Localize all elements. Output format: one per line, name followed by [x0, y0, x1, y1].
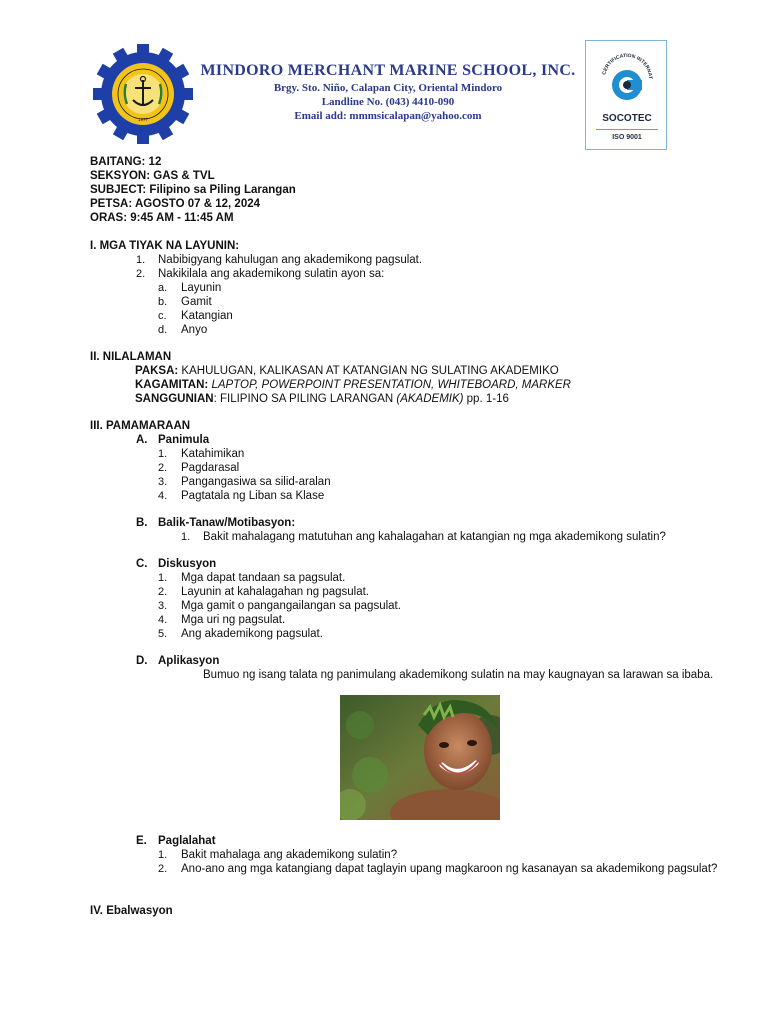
- kagamitan-line: [135, 378, 571, 392]
- school-email: Email add: mmmsicalapan@yahoo.com: [294, 110, 482, 122]
- list-number: 1.: [158, 849, 168, 861]
- paksa-line: [135, 364, 559, 378]
- step-letter: C.: [136, 558, 148, 570]
- list-number: 1.: [158, 572, 168, 584]
- list-item: Pangangasiwa sa silid-aralan: [181, 476, 331, 488]
- section-2-title: II. NILALAMAN: [90, 351, 172, 363]
- list-number: 2.: [158, 586, 168, 598]
- step-e-title: Paglalahat: [158, 835, 216, 847]
- info-seksyon: SEKSYON: GAS & TVL: [90, 170, 215, 182]
- objective-item: Nakikilala ang akademikong sulatin ayon sa:: [158, 268, 385, 280]
- objective-subitem: Layunin: [181, 282, 222, 294]
- sanggunian-line: [135, 392, 509, 406]
- kagamitan-label: KAGAMITAN:: [135, 379, 209, 391]
- section-4-title: IV. Ebalwasyon: [90, 905, 173, 917]
- list-number: 5.: [158, 628, 168, 640]
- list-number: 2.: [158, 462, 168, 474]
- list-number: 3.: [158, 476, 168, 488]
- school-landline: Landline No. (043) 4410-090: [321, 96, 455, 108]
- list-item: Pagtatala ng Liban sa Klase: [181, 490, 325, 502]
- list-item: Layunin at kahalagahan ng pagsulat.: [181, 586, 369, 598]
- svg-text:1977: 1977: [137, 117, 149, 122]
- school-address: Brgy. Sto. Niño, Calapan City, Oriental Mindoro: [273, 82, 503, 94]
- list-letter: c.: [158, 310, 167, 322]
- list-number: 4.: [158, 490, 168, 502]
- list-item: Mga uri ng pagsulat.: [181, 614, 286, 626]
- objective-item: Nabibigyang kahulugan ang akademikong pagsulat.: [158, 254, 423, 266]
- sanggunian-pages: pp. 1-16: [463, 393, 509, 405]
- objective-subitem: Anyo: [181, 324, 208, 336]
- info-oras: ORAS: 9:45 AM - 11:45 AM: [90, 212, 234, 224]
- section-3-title: III. PAMAMARAAN: [90, 420, 191, 432]
- step-d-title: Aplikasyon: [158, 655, 220, 667]
- list-number: 1.: [158, 448, 168, 460]
- list-number: 4.: [158, 614, 168, 626]
- objective-subitem: Katangian: [181, 310, 233, 322]
- sanggunian-value: : FILIPINO SA PILING LARANGAN: [213, 393, 397, 405]
- list-item: Mga gamit o pangangailangan sa pagsulat.: [181, 600, 401, 612]
- kagamitan-value: LAPTOP, POWERPOINT PRESENTATION, WHITEBOARD, MARKER: [208, 379, 571, 391]
- paksa-value: KAHULUGAN, KALIKASAN AT KATANGIAN NG SULATING AKADEMIKO: [178, 365, 559, 377]
- section-1-title: I. MGA TIYAK NA LAYUNIN:: [90, 240, 240, 252]
- cert-standard: ISO 9001: [612, 134, 642, 141]
- list-item: Bakit mahalagang matutuhan ang kahalagahan at katangian ng mga akademikong sulatin?: [203, 531, 666, 543]
- list-item: Ano-ano ang mga katangiang dapat taglayin upang magkaroon ng kasanayan sa akademikong pagsulat?: [181, 863, 718, 875]
- sanggunian-label: SANGGUNIAN: [135, 393, 214, 405]
- list-letter: b.: [158, 296, 168, 308]
- list-item: Mga dapat tandaan sa pagsulat.: [181, 572, 346, 584]
- paksa-label: PAKSA:: [135, 365, 179, 377]
- list-item: Ang akademikong pagsulat.: [181, 628, 323, 640]
- step-a-title: Panimula: [158, 434, 210, 446]
- step-letter: E.: [136, 835, 147, 847]
- info-subject: SUBJECT: Filipino sa Piling Larangan: [90, 184, 296, 196]
- iso-certification-badge: [585, 40, 667, 150]
- list-number: 1.: [136, 254, 146, 266]
- step-c-title: Diskusyon: [158, 558, 217, 570]
- list-item: Pagdarasal: [181, 462, 240, 474]
- list-item: Katahimikan: [181, 448, 245, 460]
- cert-brand: SOCOTEC: [602, 113, 652, 124]
- info-baitang: BAITANG: 12: [90, 156, 162, 168]
- list-number: 2.: [136, 268, 146, 280]
- child-photo: [340, 695, 500, 820]
- socotec-logo-icon: [597, 49, 657, 109]
- list-letter: a.: [158, 282, 168, 294]
- objective-subitem: Gamit: [181, 296, 212, 308]
- list-number: 2.: [158, 863, 168, 875]
- aplikasyon-instruction: Bumuo ng isang talata ng panimulang akademikong sulatin na may kaugnayan sa larawan sa ibaba.: [203, 669, 714, 681]
- list-letter: d.: [158, 324, 168, 336]
- step-letter: D.: [136, 655, 148, 667]
- sanggunian-akademik: (AKADEMIK): [396, 393, 464, 405]
- step-letter: B.: [136, 517, 148, 529]
- school-logo: [93, 44, 193, 144]
- list-number: 1.: [181, 531, 191, 543]
- list-item: Bakit mahalaga ang akademikong sulatin?: [181, 849, 398, 861]
- cert-divider: [596, 129, 658, 130]
- list-number: 3.: [158, 600, 168, 612]
- svg-text:CERTIFICATION INTERNATIONAL: CERTIFICATION INTERNAT: [601, 52, 654, 80]
- info-petsa: PETSA: AGOSTO 07 & 12, 2024: [90, 198, 261, 210]
- step-letter: A.: [136, 434, 148, 446]
- school-name: MINDORO MERCHANT MARINE SCHOOL, INC.: [200, 62, 576, 79]
- step-b-title: Balik-Tanaw/Motibasyon:: [158, 517, 296, 529]
